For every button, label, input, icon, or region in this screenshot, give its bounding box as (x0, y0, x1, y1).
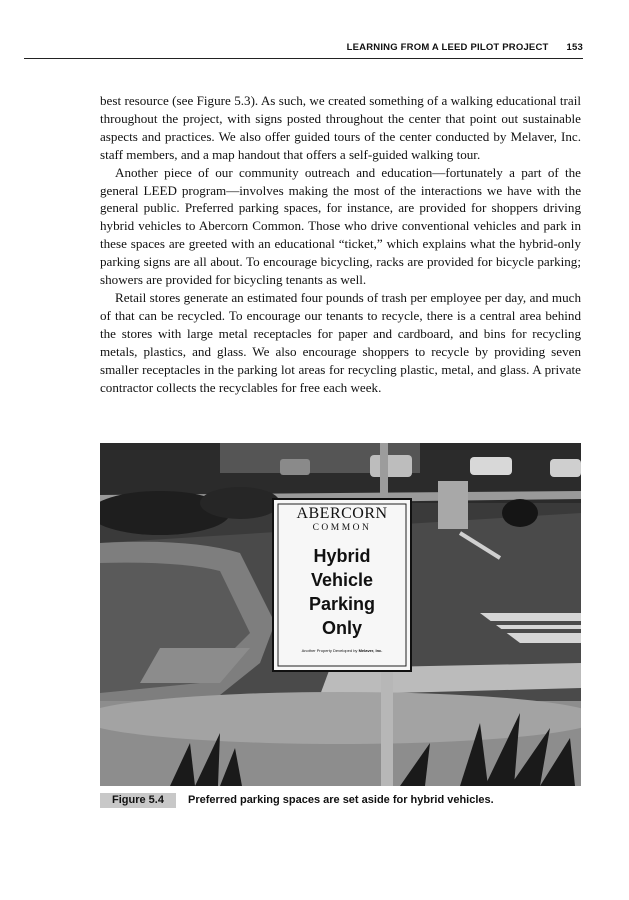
caption-text: Preferred parking spaces are set aside for hybrid vehicles. (188, 794, 494, 806)
figure-caption (100, 793, 581, 808)
sign-line-parking: Parking (308, 594, 376, 614)
page-number: 153 (566, 42, 583, 53)
running-header (24, 42, 583, 59)
paragraph: Retail stores generate an estimated four pounds of trash per employee per day, and much of that can be recycled. To encourage our tenants to recycle, there is a central area behind the stores with large metal receptacles for paper and cardboard, and bins for recycling metals, plastics, and glass. We also encourage shoppers to recycle by providing seven smaller receptacles in the parking lot areas for recycling plastic, metal, and glass. A private contractor collects the recyclables for free each week. (100, 289, 581, 395)
sign-brand-line1: ABERCORN (296, 505, 388, 522)
figure-label: Figure 5.4 (100, 793, 176, 808)
figure-photo (100, 443, 581, 786)
paragraph: best resource (see Figure 5.3). As such, we created something of a walking educational trail throughout the project, with signs posted throughout the center that point out sustainable aspects and practices. We also offer guided tours of the center conducted by Melaver, Inc. staff members, and a map handout that offers a self-guided walking tour. (100, 93, 581, 162)
sign (278, 506, 406, 654)
sign-line-vehicle: Vehicle (310, 570, 374, 590)
sign-developer-note: Another Property Developed by (301, 648, 358, 653)
running-title: LEARNING FROM A LEED PILOT PROJECT (346, 42, 549, 53)
body-text (100, 92, 581, 396)
paragraph: Another piece of our community outreach and education—fortunately a part of the general LEED program—involves making the most of the interactions we have with the general public. Preferred parking spaces, for instance, are provided for shoppers driving hybrid vehicles to Abercorn Common. Those who drive conventional vehicles and park in these spaces are greeted with an educational “ticket,” which explains what the hybrid-only parking signs are all about. To encourage bicycling, racks are provided for bicycle parking; showers are provided for bicycling tenants as well. (100, 164, 581, 288)
sign-line-hybrid: Hybrid (313, 546, 371, 566)
sign-developer-name: Melaver, Inc. (358, 648, 383, 653)
sign-brand-line2: COMMON (312, 523, 372, 533)
sign-line-only: Only (321, 618, 362, 638)
